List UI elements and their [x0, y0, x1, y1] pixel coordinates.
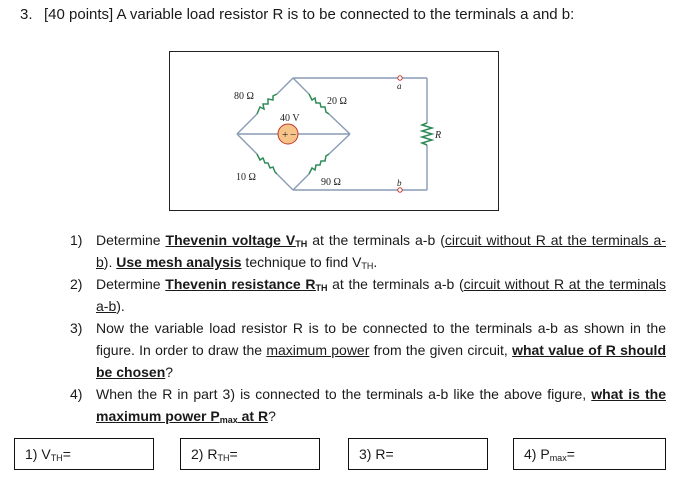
- question-2: [70, 273, 666, 317]
- answer-box-vth[interactable]: 1) $V_{TH}=$: [14, 438, 154, 470]
- question-3: [70, 317, 666, 383]
- thevenin-voltage-term: Thevenin voltage $V_{TH}$: [165, 232, 308, 249]
- value-of-r-term: what value of R should be chosen: [96, 342, 666, 380]
- circuit-wires: [237, 78, 427, 190]
- label-10-ohm: 10 Ω: [236, 172, 256, 183]
- question-4: [70, 383, 666, 427]
- source-minus-sign: −: [290, 129, 297, 141]
- label-terminal-a: a: [397, 81, 402, 91]
- question-number: 4): [70, 386, 83, 402]
- source-plus-sign: +: [282, 129, 289, 141]
- terminal-a-node: [398, 76, 402, 80]
- label-80-ohm: 80 Ω: [234, 91, 254, 102]
- resistor-80-ohm: [257, 94, 277, 114]
- problem-statement: [40 points] A variable load resistor R is to be connected to the terminals a and b:: [44, 6, 575, 23]
- question-number: 1): [70, 232, 83, 248]
- label-90-ohm: 90 Ω: [321, 177, 341, 188]
- terminal-b-node: [398, 188, 402, 192]
- label-40-v: 40 V: [280, 113, 300, 124]
- question-list: [70, 229, 666, 427]
- circuit-diagram: [170, 52, 500, 212]
- question-text: When the R in part 3) is connected to the terminals a-b like the above figure, what is the maximum power $P_{max}$ at R?: [96, 386, 666, 425]
- circuit-figure: [169, 51, 499, 211]
- resistor-90-ohm: [309, 154, 329, 174]
- answer-box-r[interactable]: 3) R=: [348, 438, 488, 470]
- label-load-r: R: [435, 130, 442, 141]
- answer-box-rth[interactable]: 2) $R_{TH}=$: [180, 438, 320, 470]
- thevenin-resistance-term: Thevenin resistance $R_{TH}$: [165, 276, 328, 293]
- question-text: Determine Thevenin voltage $V_{TH}$ at the terminals a-b (circuit without R at the terminals a-b). Use mesh analysis technique to find $V_{TH}$.: [96, 232, 667, 271]
- question-text: Determine Thevenin resistance $R_{TH}$ at the terminals a-b (circuit without R at the terminals a-b).: [96, 276, 667, 314]
- label-20-ohm: 20 Ω: [327, 96, 347, 107]
- answer-box-pmax[interactable]: 4) $P_{max}=$: [513, 438, 666, 470]
- resistor-10-ohm: [257, 154, 277, 174]
- label-terminal-b: b: [397, 178, 402, 188]
- resistor-20-ohm: [309, 94, 329, 114]
- maximum-power-term: maximum power: [266, 342, 370, 358]
- problem-number: 3.: [20, 6, 33, 23]
- question-number: 2): [70, 276, 83, 292]
- problem-header: [20, 5, 574, 25]
- question-text: Now the variable load resistor R is to be connected to the terminals a-b as shown in the figure. In order to draw the maximum power from the given circuit, what value of R should be chosen?: [96, 320, 666, 380]
- question-number: 3): [70, 320, 83, 336]
- resistor-load-r: [422, 123, 432, 145]
- question-1: [70, 229, 666, 273]
- maximum-power-pmax-term: what is the maximum power $P_{max}$ at R: [96, 386, 666, 425]
- mesh-analysis-term: Use mesh analysis: [116, 254, 242, 270]
